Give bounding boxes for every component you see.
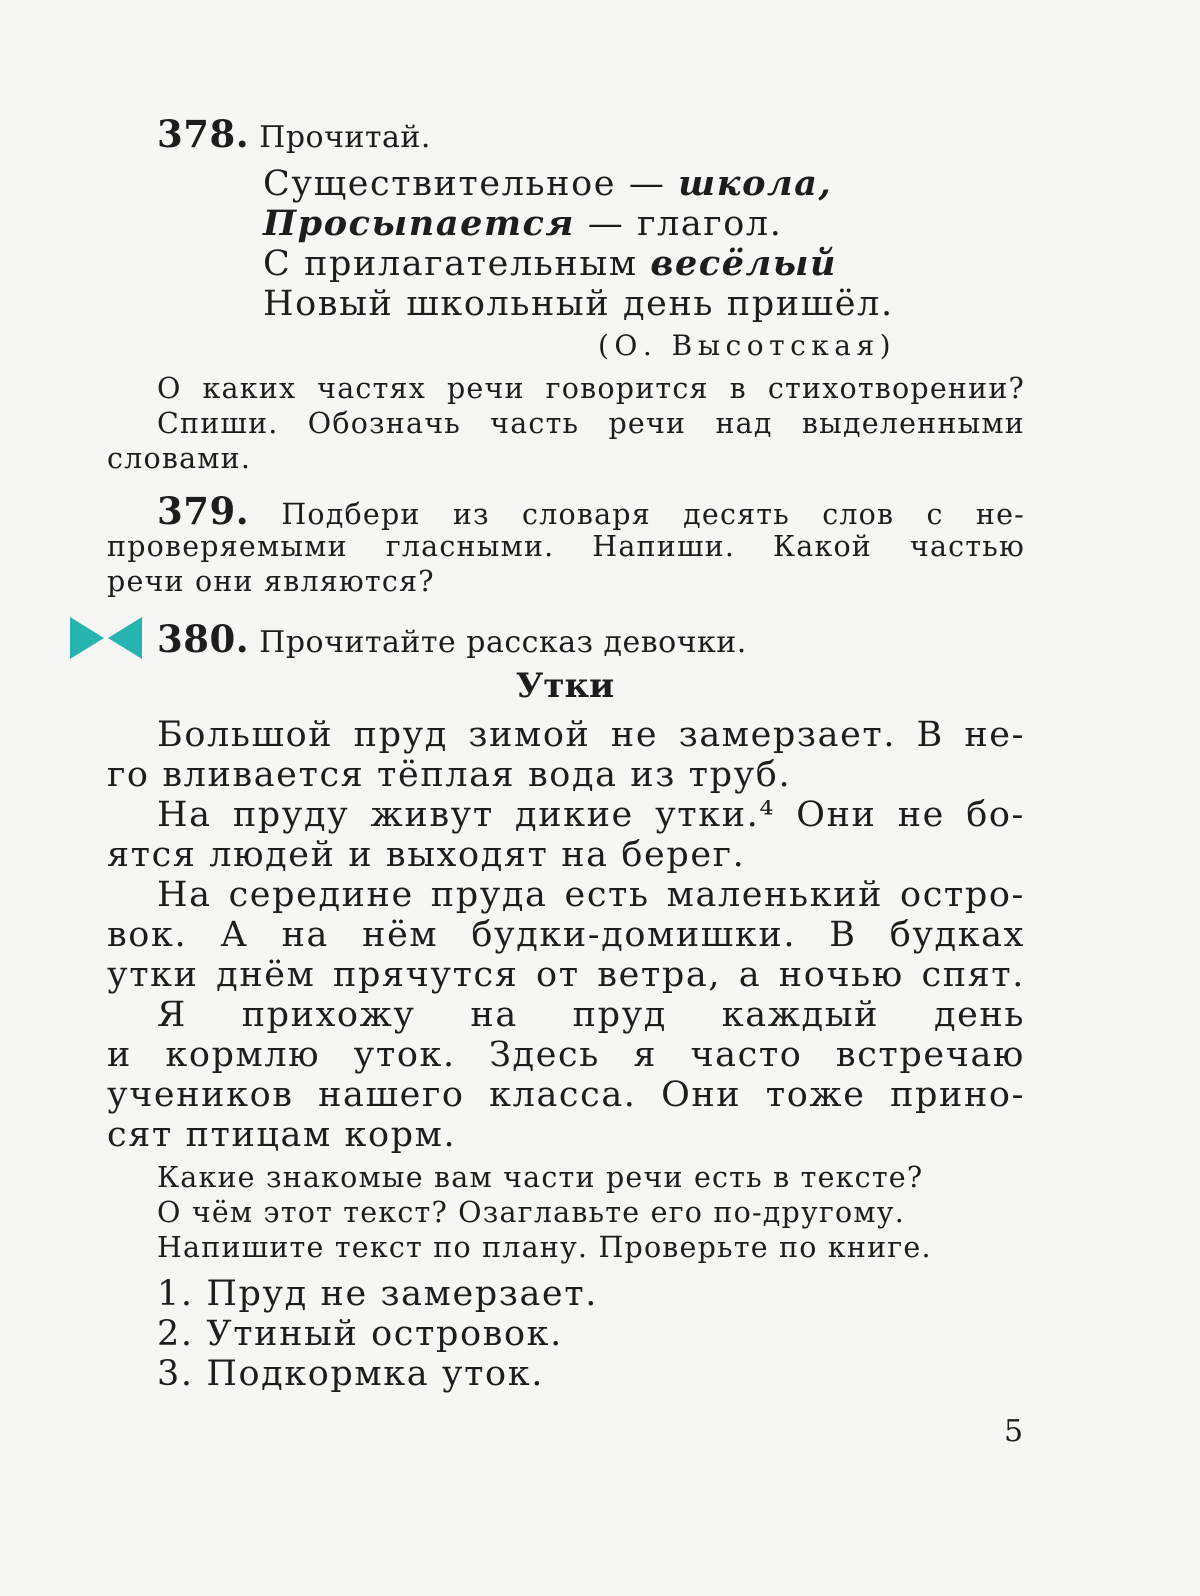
exercise-378-heading [157, 112, 431, 156]
exercise-378-task [107, 371, 1025, 476]
task-line: Спиши. Обозначь часть речи над выделенными [157, 407, 1025, 440]
story-title: Утки [515, 666, 615, 706]
story-line: Большой пруд зимой не замерзает. В не- [157, 715, 1025, 755]
task-line: словами. [107, 442, 252, 475]
poem-line: С прилагательным весёлый [263, 243, 838, 284]
task-line: проверяемыми гласными. Напиши. Какой частью [107, 530, 1025, 563]
exercise-number: 379. [157, 489, 250, 533]
plan-item: 3. Подкормка уток. [157, 1354, 544, 1394]
question-line: О чём этот текст? Озаглавьте его по-другому. [157, 1196, 906, 1229]
plan-item: 1. Пруд не замерзает. [157, 1274, 598, 1314]
story-line: и кормлю уток. Здесь я часто встречаю [107, 1035, 1025, 1075]
story-line: На середине пруда есть маленький остро- [157, 875, 1025, 915]
poem [263, 164, 894, 324]
question-line: Какие знакомые вам части речи есть в тексте? [157, 1161, 924, 1194]
task-line: речи они являются? [107, 565, 435, 598]
poem-line: Новый школьный день пришёл. [263, 284, 894, 324]
story-line: утки днём прячутся от ветра, а ночью спят. [107, 955, 1025, 995]
story-line: учеников нашего класса. Они тоже прино- [107, 1075, 1025, 1115]
story-line: вок. А на нём будки-домишки. В будках [107, 915, 1025, 955]
story-line: На пруду живут дикие утки.⁴ Они не бо- [157, 795, 1025, 835]
pair-work-icon [70, 617, 142, 659]
question-line: Напишите текст по плану. Проверьте по книге. [157, 1231, 932, 1264]
exercise-379 [107, 489, 1025, 599]
exercise-instruction: Прочитай. [259, 120, 431, 155]
poem-line: Существительное — школа, [263, 163, 833, 204]
exercise-number: 380. [157, 617, 250, 661]
story-text [107, 715, 1025, 1155]
story-line: Я прихожу на пруд каждый день [157, 995, 1025, 1035]
exercise-instruction: Прочитайте рассказ девочки. [259, 625, 747, 660]
story-plan [157, 1274, 598, 1394]
exercise-number: 378. [157, 112, 250, 156]
page-number: 5 [1004, 1414, 1024, 1449]
plan-item: 2. Утиный островок. [157, 1314, 563, 1354]
story-line: сят птицам корм. [107, 1115, 457, 1155]
exercise-379-first-line: 379. Подбери из словаря десять слов с не- [157, 489, 1025, 533]
poem-author: (О. Высотская) [598, 329, 897, 362]
story-line: го вливается тёплая вода из труб. [107, 755, 792, 795]
story-line: ятся людей и выходят на берег. [107, 835, 746, 875]
exercise-380-heading [157, 617, 747, 661]
task-line: О каких частях речи говорится в стихотворении? [157, 372, 1025, 405]
exercise-380-questions [107, 1160, 1025, 1265]
poem-line: Просыпается — глагол. [263, 203, 783, 244]
